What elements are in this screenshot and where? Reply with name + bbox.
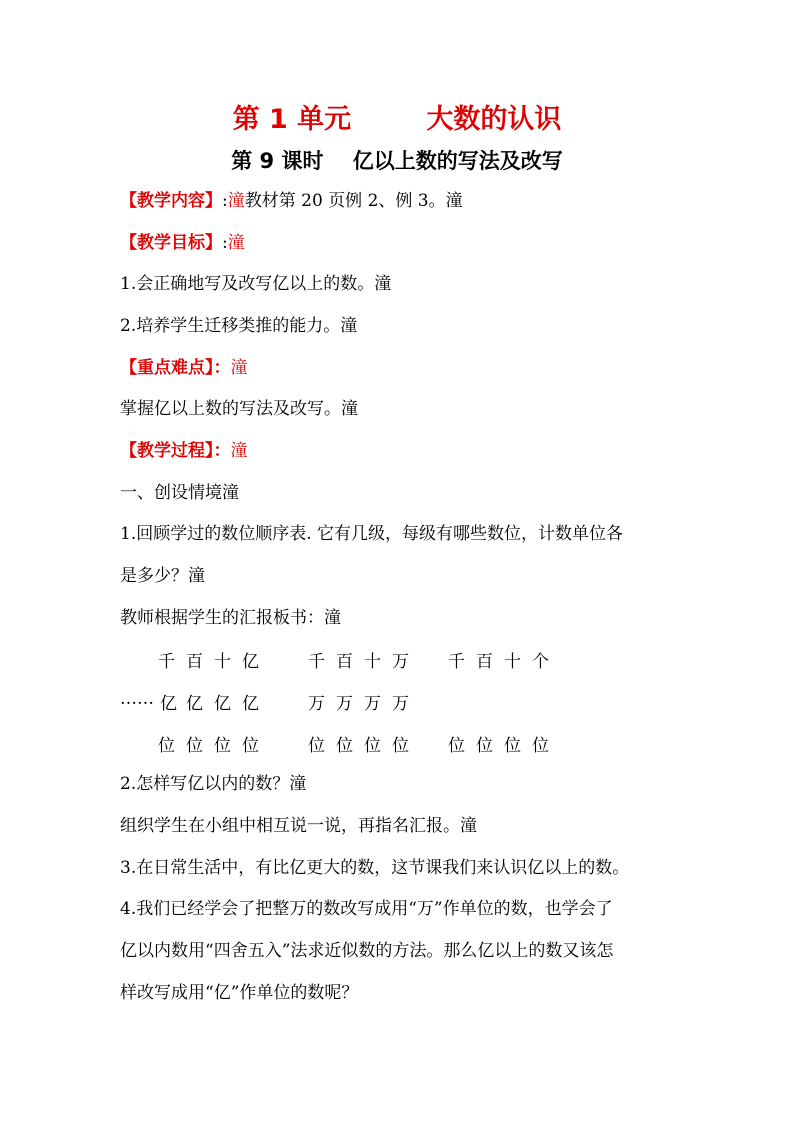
place-cell: 万 xyxy=(392,652,409,672)
question-3: 3.在日常生活中，有比亿更大的数，这节课我们来认识亿以上的数。 xyxy=(120,858,630,878)
place-cell: 亿 xyxy=(242,652,259,672)
place-cell: 位 xyxy=(504,736,521,756)
question-2: 2.怎样写亿以内的数？潼 xyxy=(120,774,307,794)
place-cell: 位 xyxy=(448,736,465,756)
teaching-content-line xyxy=(120,189,463,213)
section-heading: 一、创设情境潼 xyxy=(120,483,239,503)
teaching-content-mark: 潼 xyxy=(227,191,245,211)
place-cell: 位 xyxy=(158,736,175,756)
question-4-line-1: 4.我们已经学会了把整万的数改写成用“万”作单位的数，也学会了 xyxy=(120,899,613,919)
place-cell: 亿 xyxy=(160,694,177,714)
place-cell: 位 xyxy=(308,736,325,756)
place-cell: 千 xyxy=(448,652,465,672)
place-cell: 位 xyxy=(532,736,549,756)
key-points-sep: ： xyxy=(213,358,231,378)
key-points-label: 【重点难点】 xyxy=(120,358,214,378)
place-cell: 十 xyxy=(214,652,231,672)
teaching-content-text: 教材第 20 页例 2、例 3。潼 xyxy=(244,191,463,211)
question-4-line-2: 亿以内数用“四舍五入”法求近似数的方法。那么亿以上的数又该怎 xyxy=(120,941,614,961)
teaching-goals-mark: 潼 xyxy=(227,233,245,253)
teaching-process-mark: 潼 xyxy=(230,441,248,461)
place-cell: 位 xyxy=(242,736,259,756)
place-cell: 亿 xyxy=(186,694,203,714)
teaching-process-label: 【教学过程】 xyxy=(120,441,214,461)
place-cell: 百 xyxy=(476,652,493,672)
question-4-line-3: 样改写成用“亿”作单位的数呢？ xyxy=(120,983,359,1003)
goal-item: 2.培养学生迁移类推的能力。潼 xyxy=(120,316,358,336)
place-cell: 千 xyxy=(158,652,175,672)
place-table-row-3 xyxy=(120,731,680,755)
teaching-content-label: 【教学内容】 xyxy=(120,191,222,211)
teacher-note: 教师根据学生的汇报板书：潼 xyxy=(120,608,341,628)
place-table-row-1 xyxy=(120,647,680,671)
place-cell: 百 xyxy=(336,652,353,672)
place-cell: 位 xyxy=(392,736,409,756)
place-cell: 万 xyxy=(308,694,325,714)
question-1-line-2: 是多少？潼 xyxy=(120,566,205,586)
place-cell: 位 xyxy=(214,736,231,756)
key-points-header xyxy=(120,356,248,380)
unit-title: 第 1 单元 大数的认识 xyxy=(232,104,562,135)
question-2-note: 组织学生在小组中相互说一说，再指名汇报。潼 xyxy=(120,816,477,836)
place-cell: 位 xyxy=(364,736,381,756)
place-cell: 十 xyxy=(364,652,381,672)
place-cell: 万 xyxy=(336,694,353,714)
place-cell: 百 xyxy=(186,652,203,672)
goal-item: 1.会正确地写及改写亿以上的数。潼 xyxy=(120,274,392,294)
teaching-content-sep: : xyxy=(222,191,228,211)
place-cell: 万 xyxy=(392,694,409,714)
lesson-subtitle: 第 9 课时 亿以上数的写法及改写 xyxy=(231,149,563,173)
place-cell: 位 xyxy=(186,736,203,756)
teaching-goals-label: 【教学目标】 xyxy=(120,233,222,253)
place-cell: 十 xyxy=(504,652,521,672)
place-table-row-2 xyxy=(120,689,680,713)
place-cell: 万 xyxy=(364,694,381,714)
question-1-line-1: 1.回顾学过的数位顺序表. 它有几级，每级有哪些数位，计数单位各 xyxy=(120,524,624,544)
key-points-text: 掌握亿以上数的写法及改写。潼 xyxy=(120,399,358,419)
place-cell: 位 xyxy=(336,736,353,756)
place-cell: 千 xyxy=(308,652,325,672)
place-cell: 亿 xyxy=(214,694,231,714)
teaching-process-sep: ： xyxy=(213,441,231,461)
place-cell: 位 xyxy=(476,736,493,756)
key-points-mark: 潼 xyxy=(230,358,248,378)
place-cell: 个 xyxy=(532,652,549,672)
teaching-process-header xyxy=(120,439,248,463)
teaching-goals-sep: : xyxy=(222,233,228,253)
place-ellipsis: …… xyxy=(120,689,154,709)
place-cell: 亿 xyxy=(242,694,259,714)
teaching-goals-header xyxy=(120,231,245,255)
